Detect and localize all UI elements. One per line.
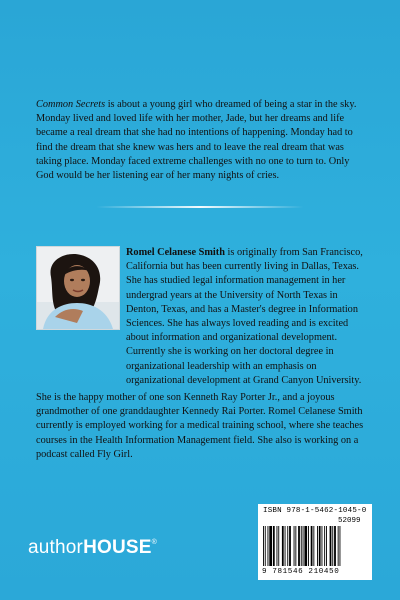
- divider-line: [96, 206, 304, 208]
- registered-mark: ®: [151, 539, 158, 546]
- book-title: Common Secrets: [36, 99, 106, 110]
- barcode-bars-icon: [263, 526, 367, 568]
- author-bio: [126, 246, 368, 388]
- author-portrait-image: [37, 247, 119, 329]
- logo-author-text: author: [28, 537, 84, 558]
- authorhouse-logo: [28, 537, 157, 559]
- isbn-barcode: [258, 504, 372, 580]
- book-blurb: [36, 98, 366, 183]
- author-bio-text: is originally from San Francisco, California but has been currently living in Dallas, Texas. She has studied legal information management in her undergrad years at the University of North Texas in Denton, Texas, and has a Master's degree in Information Sciences. She has always loved reading and is excited about information and organizational development. Currently she is working on her doctoral degree in organizational leadership with an emphasis on organizational development at Grand Canyon University.: [126, 247, 363, 386]
- barcode-digits: 9 781546 210450: [262, 568, 340, 576]
- author-photo: [36, 246, 120, 330]
- blurb-text: is about a young girl who dreamed of being a star in the sky. Monday lived and loved life with her mother, Jade, but her dreams and life became a real dream that she had no intentions of happening. Monday had to find the dream that she knew was hers and to leave the real dream that was taking place. Monday faced extreme challenges with no one to turn to. Only God would be her listening ear of her many nights of cries.: [36, 99, 357, 182]
- author-name: Romel Celanese Smith: [126, 247, 225, 258]
- price-code: 52099: [338, 517, 361, 525]
- author-family-paragraph: She is the happy mother of one son Kenneth Ray Porter Jr., and a joyous grandmother of one granddaughter Kennedy Rai Porter. Romel Celanese Smith currently is employed working for a medical training school, where she teaches courses in the Health Information Management field. She also is working on a podcast called Fly Girl.: [36, 392, 364, 460]
- logo-house-text: HOUSE: [83, 537, 152, 558]
- isbn-number: ISBN 978-1-5462-1045-0: [263, 507, 367, 515]
